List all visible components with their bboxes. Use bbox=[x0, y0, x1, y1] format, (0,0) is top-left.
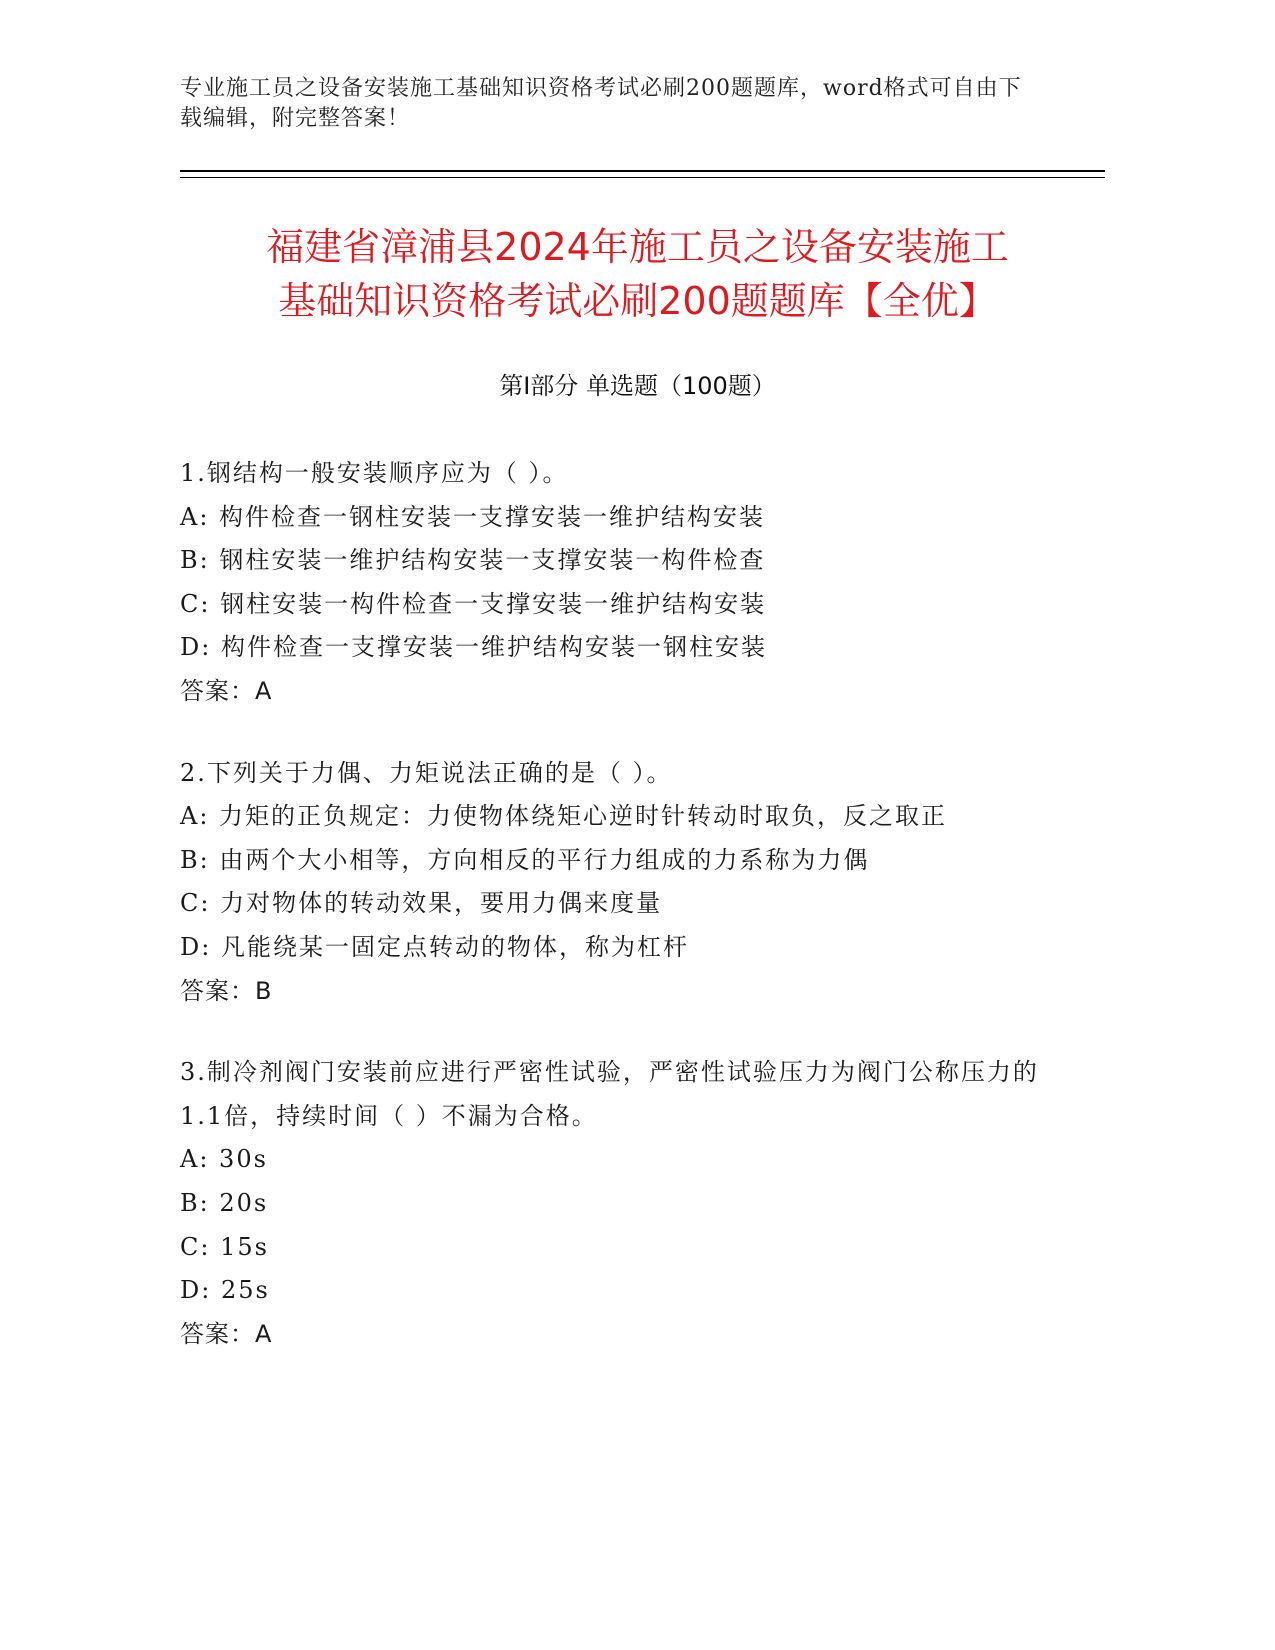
question-stem: 1.钢结构一般安装顺序应为（ ）。 bbox=[180, 459, 569, 487]
option-a: A: 构件检查一钢柱安装一支撑安装一维护结构安装 bbox=[180, 502, 766, 531]
title-line-2: 基础知识资格考试必刷200题题库【全优】 bbox=[278, 279, 997, 323]
question-2 bbox=[180, 752, 1080, 1014]
option-d: D: 凡能绕某一固定点转动的物体，称为杠杆 bbox=[180, 932, 689, 961]
section-title: 第I部分 单选题（100题） bbox=[499, 372, 776, 400]
answer: 答案：A bbox=[180, 676, 273, 705]
answer: 答案：A bbox=[180, 1319, 273, 1348]
question-3 bbox=[180, 1051, 1080, 1356]
title-line-1: 福建省漳浦县2024年施工员之设备安装施工 bbox=[266, 225, 1009, 269]
option-d: D: 构件检查一支撑安装一维护结构安装一钢柱安装 bbox=[180, 633, 767, 662]
answer: 答案：B bbox=[180, 976, 273, 1005]
question-1 bbox=[180, 452, 1080, 714]
option-b: B: 钢柱安装一维护结构安装一支撑安装一构件检查 bbox=[180, 546, 766, 575]
header-note: 专业施工员之设备安装施工基础知识资格考试必刷200题题库，word格式可自由下载编辑，附完整答案！ bbox=[180, 76, 1022, 131]
option-c: C: 力对物体的转动效果，要用力偶来度量 bbox=[180, 889, 663, 918]
option-c: C: 钢柱安装一构件检查一支撑安装一维护结构安装 bbox=[180, 589, 767, 618]
question-list bbox=[180, 452, 1080, 1394]
question-stem: 2.下列关于力偶、力矩说法正确的是（ ）。 bbox=[180, 758, 673, 787]
option-b: B: 20s bbox=[180, 1188, 269, 1217]
option-a: A: 力矩的正负规定：力使物体绕矩心逆时针转动时取负，反之取正 bbox=[180, 802, 948, 831]
option-c: C: 15s bbox=[180, 1232, 269, 1261]
document-title bbox=[150, 220, 1125, 328]
header-rule-thick bbox=[180, 170, 1105, 172]
option-b: B: 由两个大小相等，方向相反的平行力组成的力系称为力偶 bbox=[180, 845, 870, 874]
option-d: D: 25s bbox=[180, 1276, 270, 1305]
option-a: A: 30s bbox=[180, 1145, 268, 1174]
question-stem: 3.制冷剂阀门安装前应进行严密性试验，严密性试验压力为阀门公称压力的1.1倍，持续时间（ ）不漏为合格。 bbox=[180, 1058, 1039, 1130]
header-rule-thin bbox=[180, 177, 1105, 178]
